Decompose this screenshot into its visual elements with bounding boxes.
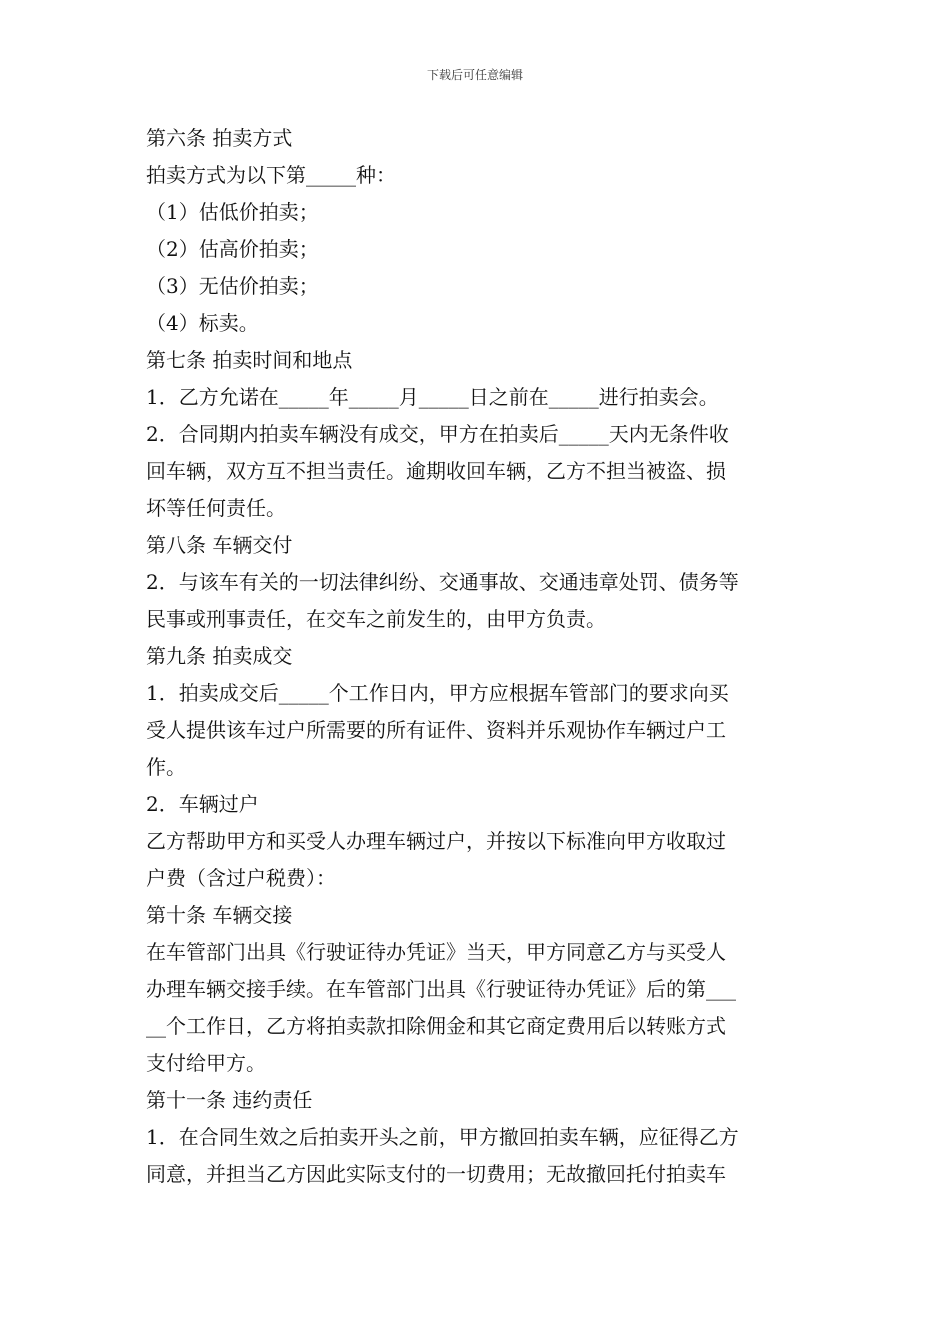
list-item: （4）标卖。: [146, 311, 259, 335]
paragraph-line: 办理车辆交接手续。在车管部门出具《行驶证待办凭证》后的第___: [146, 977, 736, 1001]
section-heading: 第六条 拍卖方式: [146, 126, 293, 150]
paragraph-line: 受人提供该车过户所需要的所有证件、资料并乐观协作车辆过户工: [146, 718, 726, 742]
list-item: （2）估高价拍卖；: [146, 237, 319, 261]
section-heading: 第七条 拍卖时间和地点: [146, 348, 353, 372]
paragraph-line: 1．乙方允诺在_____年_____月_____日之前在_____进行拍卖会。: [146, 385, 719, 409]
paragraph-line: 2．与该车有关的一切法律纠纷、交通事故、交通违章处罚、债务等: [146, 570, 739, 594]
paragraph-line: 在车管部门出具《行驶证待办凭证》当天，甲方同意乙方与买受人: [146, 940, 726, 964]
paragraph-line: 1．在合同生效之后拍卖开头之前，甲方撤回拍卖车辆，应征得乙方: [146, 1125, 739, 1149]
paragraph-line: 乙方帮助甲方和买受人办理车辆过户，并按以下标准向甲方收取过: [146, 829, 726, 853]
section-heading: 第十一条 违约责任: [146, 1088, 313, 1112]
document-body: [146, 120, 810, 1193]
paragraph-line: 户费（含过户税费）：: [146, 866, 336, 890]
paragraph-line: 2．合同期内拍卖车辆没有成交，甲方在拍卖后_____天内无条件收: [146, 422, 729, 446]
section-heading: 第九条 拍卖成交: [146, 644, 293, 668]
page-header: 下载后可任意编辑: [426, 68, 523, 82]
section-heading: 第八条 车辆交付: [146, 533, 293, 557]
paragraph-line: 拍卖方式为以下第_____种：: [146, 163, 396, 187]
list-item: （3）无估价拍卖；: [146, 274, 319, 298]
paragraph-line: 支付给甲方。: [146, 1051, 266, 1075]
paragraph-line: 同意，并担当乙方因此实际支付的一切费用；无故撤回托付拍卖车: [146, 1162, 726, 1186]
paragraph-line: 回车辆，双方互不担当责任。逾期收回车辆，乙方不担当被盗、损: [146, 459, 726, 483]
paragraph-line: 2．车辆过户: [146, 792, 259, 816]
paragraph-line: __个工作日，乙方将拍卖款扣除佣金和其它商定费用后以转账方式: [146, 1014, 726, 1038]
paragraph-line: 民事或刑事责任，在交车之前发生的，由甲方负责。: [146, 607, 606, 631]
paragraph-line: 1．拍卖成交后_____个工作日内，甲方应根据车管部门的要求向买: [146, 681, 729, 705]
section-heading: 第十条 车辆交接: [146, 903, 293, 927]
paragraph-line: 作。: [146, 755, 186, 779]
list-item: （1）估低价拍卖；: [146, 200, 319, 224]
paragraph-line: 坏等任何责任。: [146, 496, 286, 520]
